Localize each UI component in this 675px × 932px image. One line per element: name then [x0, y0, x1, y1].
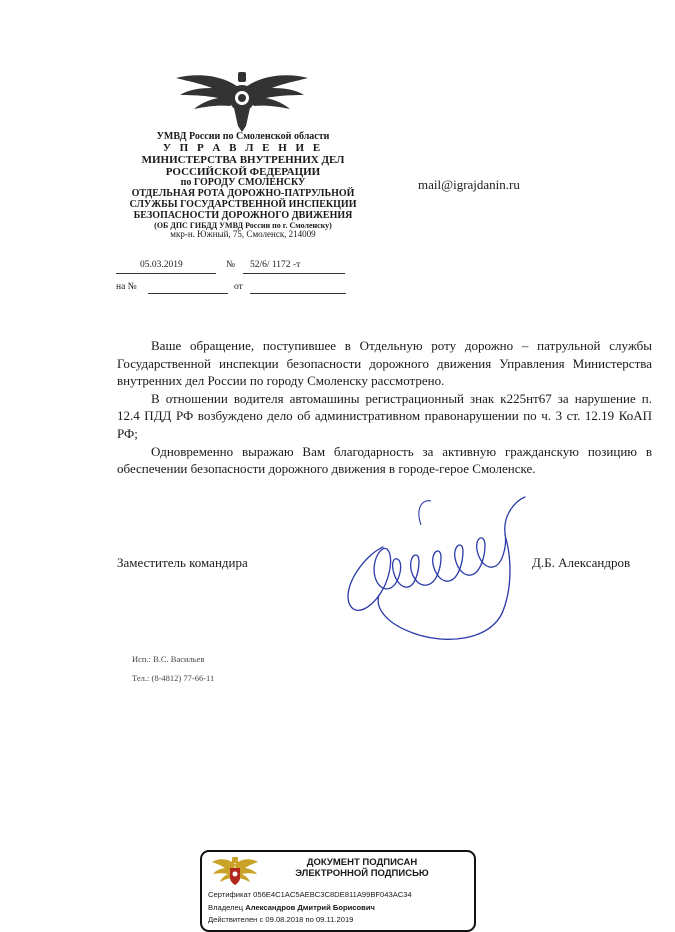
from-underline [250, 293, 346, 294]
owner-value: Александров Дмитрий Борисович [245, 903, 375, 912]
ref-underline [148, 293, 228, 294]
date-underline [116, 273, 216, 274]
registration-date: 05.03.2019 [140, 260, 183, 270]
letterhead-address: мкр-н. Южный, 75, Смоленск, 214009 [170, 229, 316, 240]
signer-title: Заместитель командира [117, 555, 248, 570]
letterhead-line: УМВД России по Смоленской области [156, 131, 330, 142]
body-paragraph: В отношении водителя автомашины регистрационный знак к225нт67 за нарушение п. 12.4 ПДД РФ возбуждено дело об административном правонарушении по ч. 3 ст. 12.19 КоАП РФ; [117, 390, 652, 441]
executor-phone: Тел.: (8-4812) 77-66-11 [132, 673, 215, 683]
letterhead-line: СЛУЖБЫ ГОСУДАРСТВЕННОЙ ИНСПЕКЦИИ [129, 199, 357, 211]
certificate-value: 056E4C1AC5AEBC3C8DE811A99BF043AC34 [253, 890, 412, 899]
letterhead-line: по ГОРОДУ СМОЛЕНСКУ [180, 177, 306, 189]
certificate-label: Сертификат [208, 890, 251, 899]
letterhead-line: (ОБ ДПС ГИБДД УМВД России по г. Смоленску) [154, 220, 332, 230]
owner-label: Владелец [208, 903, 244, 912]
recipient-email: mail@igrajdanin.ru [418, 177, 520, 192]
stamp-title-line: ДОКУМЕНТ ПОДПИСАН [306, 857, 418, 868]
letterhead-line: БЕЗОПАСНОСТИ ДОРОЖНОГО ДВИЖЕНИЯ [133, 209, 353, 221]
mvd-emblem-icon [172, 68, 312, 134]
signer-name: Д.Б. Александров [532, 555, 631, 570]
ref-label: на № [116, 282, 137, 292]
letterhead-line: ОТДЕЛЬНАЯ РОТА ДОРОЖНО-ПАТРУЛЬНОЙ [131, 188, 355, 200]
letterhead-line: У П Р А В Л Е Н И Е [162, 141, 324, 154]
stamp-title [262, 857, 462, 879]
executor-info [132, 650, 214, 688]
handwritten-signature [335, 495, 535, 650]
owner-row [208, 903, 375, 912]
body-paragraph: Одновременно выражаю Вам благодарность за активную гражданскую позицию в обеспечении безопасности дорожного движения в городе-герое Смоленске. [117, 443, 652, 477]
stamp-title-line: ЭЛЕКТРОННОЙ ПОДПИСЬЮ [295, 868, 429, 879]
validity-row: Действителен с 09.08.2018 по 09.11.2019 [208, 915, 354, 924]
number-underline [243, 273, 345, 274]
body-paragraph: Ваше обращение, поступившее в Отдельную роту дорожно – патрульной службы Государственной инспекции безопасности дорожного движения Управления Министерства внутренних дел России по городу Смоленску рассмотрено. [117, 338, 652, 389]
electronic-signature-stamp [200, 850, 476, 932]
letterhead-line: РОССИЙСКОЙ ФЕДЕРАЦИИ [165, 165, 321, 178]
executor-name: Исп.: В.С. Васильев [132, 654, 205, 664]
certificate-row [208, 890, 412, 899]
registration-number: 52/6/ 1172 -т [250, 260, 301, 270]
letterhead-line: МИНИСТЕРСТВА ВНУТРЕННИХ ДЕЛ [141, 153, 345, 166]
coat-of-arms-icon [210, 856, 260, 888]
letterhead [98, 132, 388, 240]
letter-body [117, 337, 652, 478]
number-label: № [226, 260, 236, 270]
from-label: от [234, 282, 243, 292]
